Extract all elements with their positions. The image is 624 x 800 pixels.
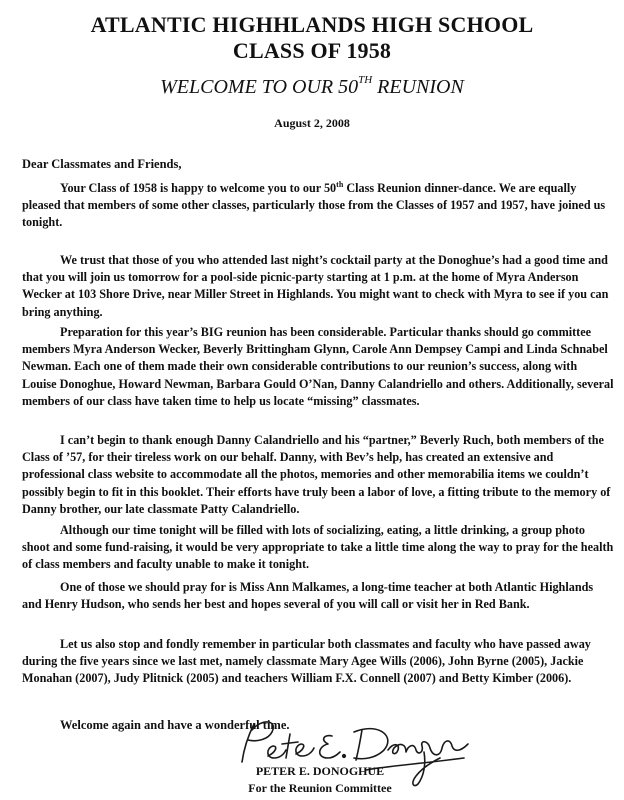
letter-date: August 2, 2008 xyxy=(274,116,350,130)
paragraph-preparation-text: Preparation for this year’s BIG reunion has been considerable. Particular thanks should go committee members Myra Anderson Wecker, Beverly Brittingham Glynn, Carole Ann Dempsey Campi and Linda Schnabel Newman. Each one of them made their own considerable contributions to our reunion’s success, along with Louise Donoghue, Howard Newman, Barbara Gould O’Nan, Danny Calandriello and others. Additionally, several members of our class have taken time to help us locate “missing” classmates. xyxy=(22,325,614,408)
paragraph-prayer xyxy=(22,522,614,574)
paragraph-thanks xyxy=(22,432,614,518)
paragraph-welcome-text: Your Class of 1958 is happy to welcome you to our 50 xyxy=(60,181,337,195)
paragraph-thanks-text: I can’t begin to thank enough Danny Calandriello and his “partner,” Beverly Ruch, both members of the Class of ’57, for their tireless work on our behalf. Danny, with Bev’s help, has created an extensive and professional class website to accommodate all the photos, memories and other memorabilia items we couldn’t possibly begin to fit in this booklet. Their efforts have truly been a labor of love, a fitting tribute to the memory of Danny brother, our late classmate Patty Calandriello. xyxy=(22,433,611,516)
signer-role: For the Reunion Committee xyxy=(248,781,392,795)
school-name-heading: ATLANTIC HIGHHLANDS HIGH SCHOOL xyxy=(90,12,534,37)
salutation: Dear Classmates and Friends, xyxy=(22,157,182,171)
paragraph-remembrance xyxy=(22,636,614,688)
paragraph-preparation xyxy=(22,324,614,410)
paragraph-teacher xyxy=(22,579,614,613)
paragraph-welcome-text-end: Class Reunion dinner-dance. We are equally pleased that members of some other classes, particularly those from the Classes of 1957 and 1957, have joined us tonight. xyxy=(22,181,606,230)
ordinal-suffix: th xyxy=(336,179,344,189)
paragraph-remembrance-text: Let us also stop and fondly remember in particular both classmates and faculty who have passed away during the five years since we last met, namely classmate Mary Agee Wills (2006), John Byrne (2005), Jackie Monahan (2007), Judy Plitnick (2005) and teachers William F.X. Connell (2007) and Betty Kimber (2006). xyxy=(22,637,591,686)
signer-name: PETER E. DONOGHUE xyxy=(255,764,385,778)
welcome-text-end: REUNION xyxy=(372,76,464,98)
paragraph-teacher-text: One of those we should pray for is Miss Ann Malkames, a long-time teacher at both Atlantic Highlands and Henry Hudson, who sends her best and hopes several of you will call or visit her in Red Bank. xyxy=(22,580,594,612)
reunion-welcome-heading xyxy=(0,76,624,99)
paragraph-picnic xyxy=(22,252,614,321)
paragraph-prayer-text: Although our time tonight will be filled with lots of socializing, eating, a little drinking, a group photo shoot and some fund-raising, it would be very appropriate to take a little time along the way to pray for the health of class members and faculty unable to make it tonight. xyxy=(22,523,614,572)
paragraph-picnic-text: We trust that those of you who attended last night’s cocktail party at the Donoghue’s had a good time and that you will join us tomorrow for a pool-side picnic-party starting at 1 p.m. at the home of Myra Anderson Wecker at 103 Shore Drive, near Miller Street in Highlands. You might want to check with Myra to see if you can bring anything. xyxy=(22,253,609,319)
welcome-ordinal-suffix: TH xyxy=(358,74,373,87)
closing-line: Welcome again and have a wonderful time. xyxy=(60,718,290,732)
paragraph-welcome xyxy=(22,180,614,232)
class-year-heading: CLASS OF 1958 xyxy=(232,38,392,63)
welcome-text: WELCOME TO OUR 50 xyxy=(160,76,359,98)
